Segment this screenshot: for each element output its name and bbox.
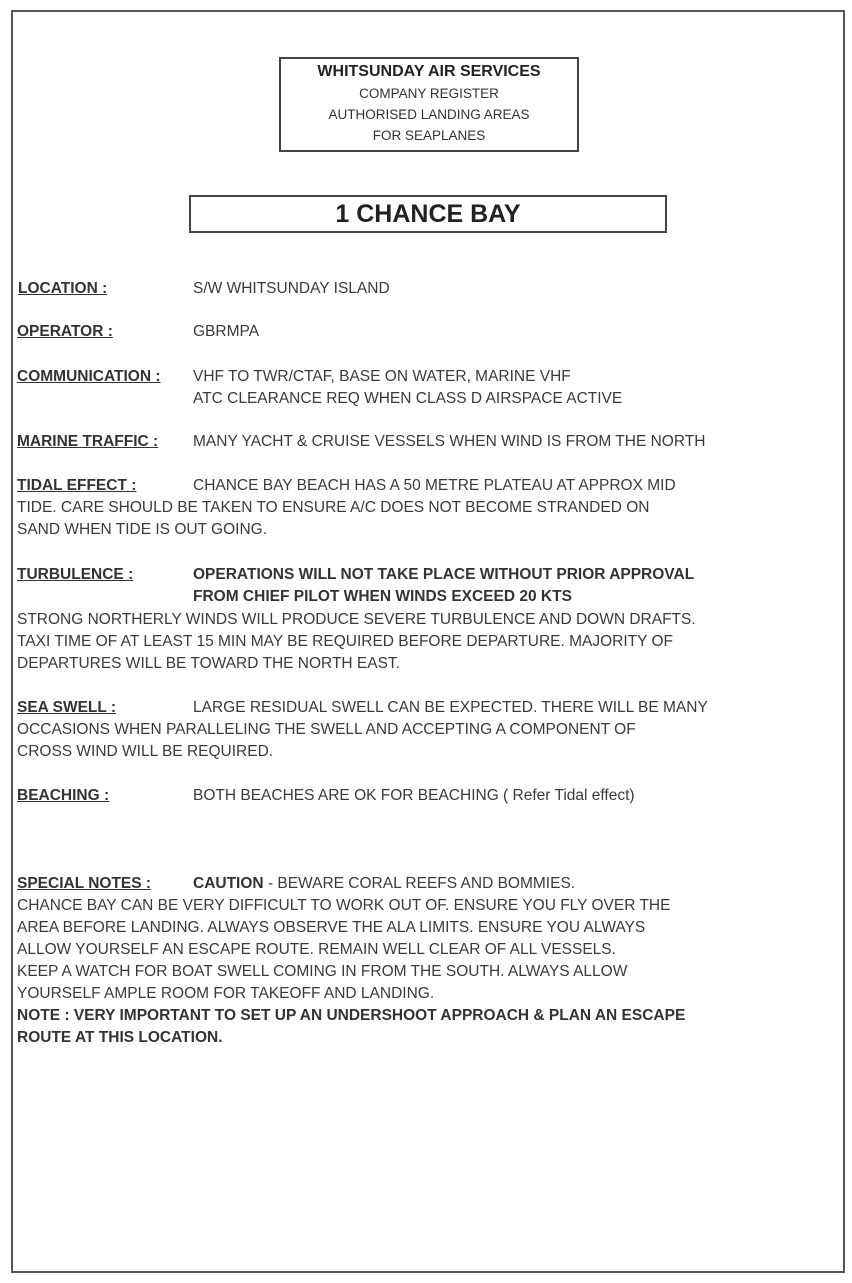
special-notes-label: SPECIAL NOTES : <box>17 875 152 892</box>
communication-line: VHF TO TWR/CTAF, BASE ON WATER, MARINE VHF <box>193 368 571 385</box>
margin-mark <box>11 605 13 671</box>
margin-mark <box>843 605 845 671</box>
margin-mark <box>11 693 13 759</box>
special-notes-line: AREA BEFORE LANDING. ALWAYS OBSERVE THE ALA LIMITS. ENSURE YOU ALWAYS <box>17 919 646 936</box>
turbulence-line: TAXI TIME OF AT LEAST 15 MIN MAY BE REQUIRED BEFORE DEPARTURE. MAJORITY OF <box>17 633 674 650</box>
location-value: S/W WHITSUNDAY ISLAND <box>193 280 390 297</box>
operator-value: GBRMPA <box>193 323 260 340</box>
tidal-effect-line: TIDE. CARE SHOULD BE TAKEN TO ENSURE A/C DOES NOT BECOME STRANDED ON <box>17 499 650 516</box>
tidal-effect-label: TIDAL EFFECT : <box>17 477 137 494</box>
special-notes-line: KEEP A WATCH FOR BOAT SWELL COMING IN FROM THE SOUTH. ALWAYS ALLOW <box>17 963 628 980</box>
communication-label: COMMUNICATION : <box>17 368 161 385</box>
turbulence-warning: OPERATIONS WILL NOT TAKE PLACE WITHOUT PRIOR APPROVAL <box>193 566 695 583</box>
special-notes-line: YOURSELF AMPLE ROOM FOR TAKEOFF AND LANDING. <box>17 985 435 1002</box>
sea-swell-label: SEA SWELL : <box>17 699 117 716</box>
company-register-header <box>279 57 579 152</box>
sea-swell-line: CROSS WIND WILL BE REQUIRED. <box>17 743 274 760</box>
header-line: FOR SEAPLANES <box>372 128 486 143</box>
turbulence-label: TURBULENCE : <box>17 566 134 583</box>
turbulence-warning: FROM CHIEF PILOT WHEN WINDS EXCEED 20 KTS <box>193 588 572 605</box>
margin-mark <box>843 693 845 759</box>
location-label: LOCATION : <box>18 280 108 297</box>
important-note: NOTE : VERY IMPORTANT TO SET UP AN UNDERSHOOT APPROACH & PLAN AN ESCAPE <box>17 1007 686 1024</box>
operator-label: OPERATOR : <box>17 323 113 340</box>
caution-line <box>193 873 575 895</box>
margin-mark <box>11 565 13 583</box>
area-title: 1 CHANCE BAY <box>189 195 667 233</box>
marine-traffic-value: MANY YACHT & CRUISE VESSELS WHEN WIND IS FROM THE NORTH <box>193 433 706 450</box>
important-note: ROUTE AT THIS LOCATION. <box>17 1029 223 1046</box>
sea-swell-line: OCCASIONS WHEN PARALLELING THE SWELL AND ACCEPTING A COMPONENT OF <box>17 721 636 738</box>
communication-line: ATC CLEARANCE REQ WHEN CLASS D AIRSPACE ACTIVE <box>193 390 623 407</box>
header-line: COMPANY REGISTER <box>359 86 499 101</box>
marine-traffic-label: MARINE TRAFFIC : <box>17 433 159 450</box>
tidal-effect-line: CHANCE BAY BEACH HAS A 50 METRE PLATEAU AT APPROX MID <box>193 477 676 494</box>
header-line: AUTHORISED LANDING AREAS <box>328 107 530 122</box>
special-notes-line: ALLOW YOURSELF AN ESCAPE ROUTE. REMAIN WELL CLEAR OF ALL VESSELS. <box>17 941 616 958</box>
special-notes-line: CHANCE BAY CAN BE VERY DIFFICULT TO WORK OUT OF. ENSURE YOU FLY OVER THE <box>17 897 671 914</box>
beaching-value: BOTH BEACHES ARE OK FOR BEACHING ( Refer Tidal effect) <box>193 787 635 804</box>
turbulence-line: DEPARTURES WILL BE TOWARD THE NORTH EAST. <box>17 655 400 672</box>
turbulence-line: STRONG NORTHERLY WINDS WILL PRODUCE SEVERE TURBULENCE AND DOWN DRAFTS. <box>17 611 696 628</box>
caution-word: CAUTION <box>193 875 264 892</box>
sea-swell-line: LARGE RESIDUAL SWELL CAN BE EXPECTED. THERE WILL BE MANY <box>193 699 708 716</box>
company-name: WHITSUNDAY AIR SERVICES <box>317 63 541 80</box>
caution-text: - BEWARE CORAL REEFS AND BOMMIES. <box>263 875 576 892</box>
tidal-effect-line: SAND WHEN TIDE IS OUT GOING. <box>17 521 268 538</box>
margin-mark <box>11 786 13 808</box>
beaching-label: BEACHING : <box>17 787 110 804</box>
